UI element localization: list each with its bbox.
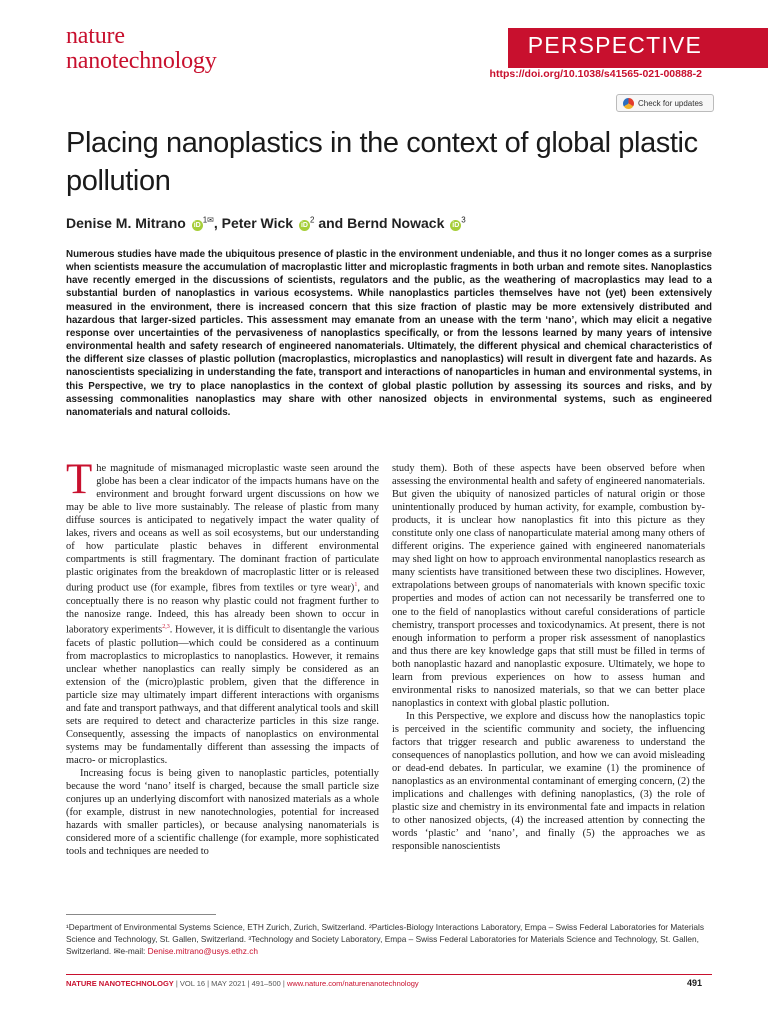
paragraph-text: . However, it is difficult to disentangle the various facets of plastic pollution—which could be considered as a continuum from macroplastics to microplastics to nanoplastics. However, it remains unclear whether nanoplastics can really simply be considered as an extension of the (micro)plastic problem, given that the difference in particle size may ultimately impart different interactions with organisms and fate and transport pathways, and that different analytical tools and skill sets are required to detect and characterize particles in this size range. Consequently, assessing the impacts of nanoplastics on environmental systems may be fundamentally different than assessing the impacts of macro- or microplastics. (66, 624, 379, 766)
body-paragraph (66, 456, 380, 767)
check-updates-icon (623, 98, 634, 109)
body-paragraph: In this Perspective, we explore and discuss how the nanoplastics topic is perceived in the scientific community and society, the influencing factors that trigger research and public awareness to understand the consequences of nanoplastics pollution, and how we can avoid misleading or dead-end debates. In particular, we examine (1) the prominence of nanoplastics as an environmental contaminant of emerging concern, (2) the implications and challenges with defining nanoplastics, (3) the role of plastic size and chemistry in its environmental fate and impacts in relation to other nanosized objects, (4) the increased attention by connecting the words ‘plastic’ and ‘nano’, and finally (5) the approaches we as responsible nanoscientists (392, 710, 705, 853)
body-column-left (66, 456, 380, 858)
drop-cap: T (66, 456, 93, 503)
journal-name-line1: nature (66, 23, 125, 49)
body-paragraph: study them). Both of these aspects have been observed before when assessing the environmental health and safety of engineered nanomaterials. But given the ubiquity of nanosized particles of natural origin or those unintentionally produced by human activity, for example, combustion by-products, it is unclear how nanoplastics fit into this picture as they constitute only one class of nanoparticulate material among many others of different origins. The experience gained with engineered nanomaterials may shed light on how to approach environmental nanoplastics research as many scientists have transitioned between these two disciplines. However, extrapolations between groups of nanomaterials with known specific toxic properties and modes of action can not necessarily be transferred one to one to the field of nanoplastics without careful considerations of particle chemistry, transport processes and toxicodynamics. At present, there is not enough information to perform a proper risk assessment of nanoplastics and thus there are key knowledge gaps that still must be filled in terms of both nanoplastic hazard and nanoplastic exposure. Ultimately, we hope to learn from previous experiences on how to assess human and environmental risks to nanosized materials, so that we can better place nanoplastics in context with global plastic pollution. (392, 463, 705, 709)
author-affiliation: 2 (309, 215, 315, 225)
affiliations-footnote (66, 921, 706, 957)
orcid-icon[interactable]: iD (193, 222, 201, 229)
author-affiliation: 3 (461, 215, 466, 225)
footer-url[interactable]: www.nature.com/naturenanotechnology (286, 979, 419, 988)
orcid-icon[interactable]: iD (300, 222, 308, 229)
journal-logo (66, 24, 217, 74)
paragraph-text: , and conceptually there is no reason why plastic could not fragment further to the nanosize range. Indeed, this has already been shown to occur in laboratory experiments (66, 582, 380, 636)
page-footer (66, 979, 419, 988)
article-type-banner (508, 28, 768, 68)
check-updates-label: Check for updates (638, 98, 703, 108)
author-list (66, 215, 466, 231)
orcid-icon[interactable]: iD (452, 222, 460, 229)
footer-issue: | VOL 16 | MAY 2021 | 491–500 | (173, 979, 287, 988)
journal-name-line2: nanotechnology (66, 48, 217, 74)
author-name[interactable]: Denise M. Mitrano (66, 215, 186, 231)
email-link[interactable]: Denise.mitrano@usys.ethz.ch (147, 946, 258, 956)
doi-link[interactable]: https://doi.org/10.1038/s41565-021-00888-2 (489, 68, 702, 80)
author-affiliation: 1✉ (202, 215, 214, 225)
author-separator: and (314, 215, 348, 231)
page-number: 491 (686, 978, 702, 988)
footnote-divider (66, 914, 216, 915)
body-paragraph: Increasing focus is being given to nanoplastic particles, potentially because the word ‘nano’ itself is charged, because the small particle size conjures up an underlying discomfort with nanosized materials as a whole (for example, distrust in new nanotechnologies, potential for increased hazards with smaller particles), or because analysing nanomaterials is considered more of a scientific challenge (for example, more sophisticated tools and techniques are needed to (66, 768, 379, 858)
footer-journal: NATURE NANOTECHNOLOGY (66, 979, 174, 988)
author-separator: , (213, 215, 222, 231)
citation-ref[interactable]: 1 (354, 582, 358, 589)
paragraph-text: he magnitude of mismanaged microplastic waste seen around the globe has been a clear indicator of the impacts humans have on the environment and brought forward urgent discussions on how we may be able to live more sustainably. The release of plastic from many diffuse sources is anticipated to negatively impact the water quality of lakes, rivers and oceans as well as soil ecosystems, but our understanding of how particulate plastic behaves in different environmental compartments is still fragmentary. The dominant fraction of particulate plastic originates from the breakdown of macroplastic litter or is released during product use (for example, fibres from textiles or tyre wear) (66, 463, 379, 594)
article-type-label: PERSPECTIVE (527, 32, 702, 58)
author-name[interactable]: Bernd Nowack (347, 215, 445, 231)
check-for-updates-button[interactable] (616, 94, 714, 112)
footer-divider (66, 974, 712, 975)
citation-ref[interactable]: 2,3 (162, 624, 170, 631)
affiliations-text: ¹Department of Environmental Systems Science, ETH Zurich, Zurich, Switzerland. ²Particles-Biology Interactions Laboratory, Empa – Swiss Federal Laboratories for Materials Science and Technology, St. Gallen, Switzerland. ³Technology and Society Laboratory, Empa – Swiss Federal Laboratories for Materials Science and Technology, St. Gallen, Switzerland. ✉e-mail: (66, 922, 705, 956)
author-name[interactable]: Peter Wick (221, 215, 294, 231)
article-title: Placing nanoplastics in the context of global plastic pollution (66, 127, 698, 197)
body-column-right (392, 462, 705, 853)
abstract: Numerous studies have made the ubiquitous presence of plastic in the environment undeniable, and thus it no longer comes as a surprise when scientists measure the accumulation of macroplastic litter and microplastic fragments in both urban and remote sites. Nanoplastics have recently emerged in the discussions of scientists, regulators and the public, as the weathering of macroplastics may lead to a substantial burden of nanoplastics in various ecosystems. While nanoplastics particles themselves have not (yet) been extensively measured in the environment, there is increased concern that this size fraction of plastic may be more extensively distributed and hazardous that larger-sized particles. This assessment may emanate from an unease with the term ‘nano’, which may elicit a negative response over uncertainties of the pervasiveness of nanoplastics specifically, or from the lessons learned by many years of intensive environmental health and safety research of engineered nanomaterials. Ultimately, the different physical and chemical characteristics of the different size classes of plastic pollution (macroplastics, microplastics and nanoplastics) will result in divergent fate and hazards. As nanoscientists specializing in understanding the fate, transport and interactions of nanoparticles in human and environmental systems, in this Perspective, we try to place nanoplastics in the context of global plastic pollution by assessing its sources and risks, and by assessing commonalities nanoplastics may share with other nanosized objects in environmental systems, such as engineered nanomaterials and natural colloids. (66, 249, 712, 418)
